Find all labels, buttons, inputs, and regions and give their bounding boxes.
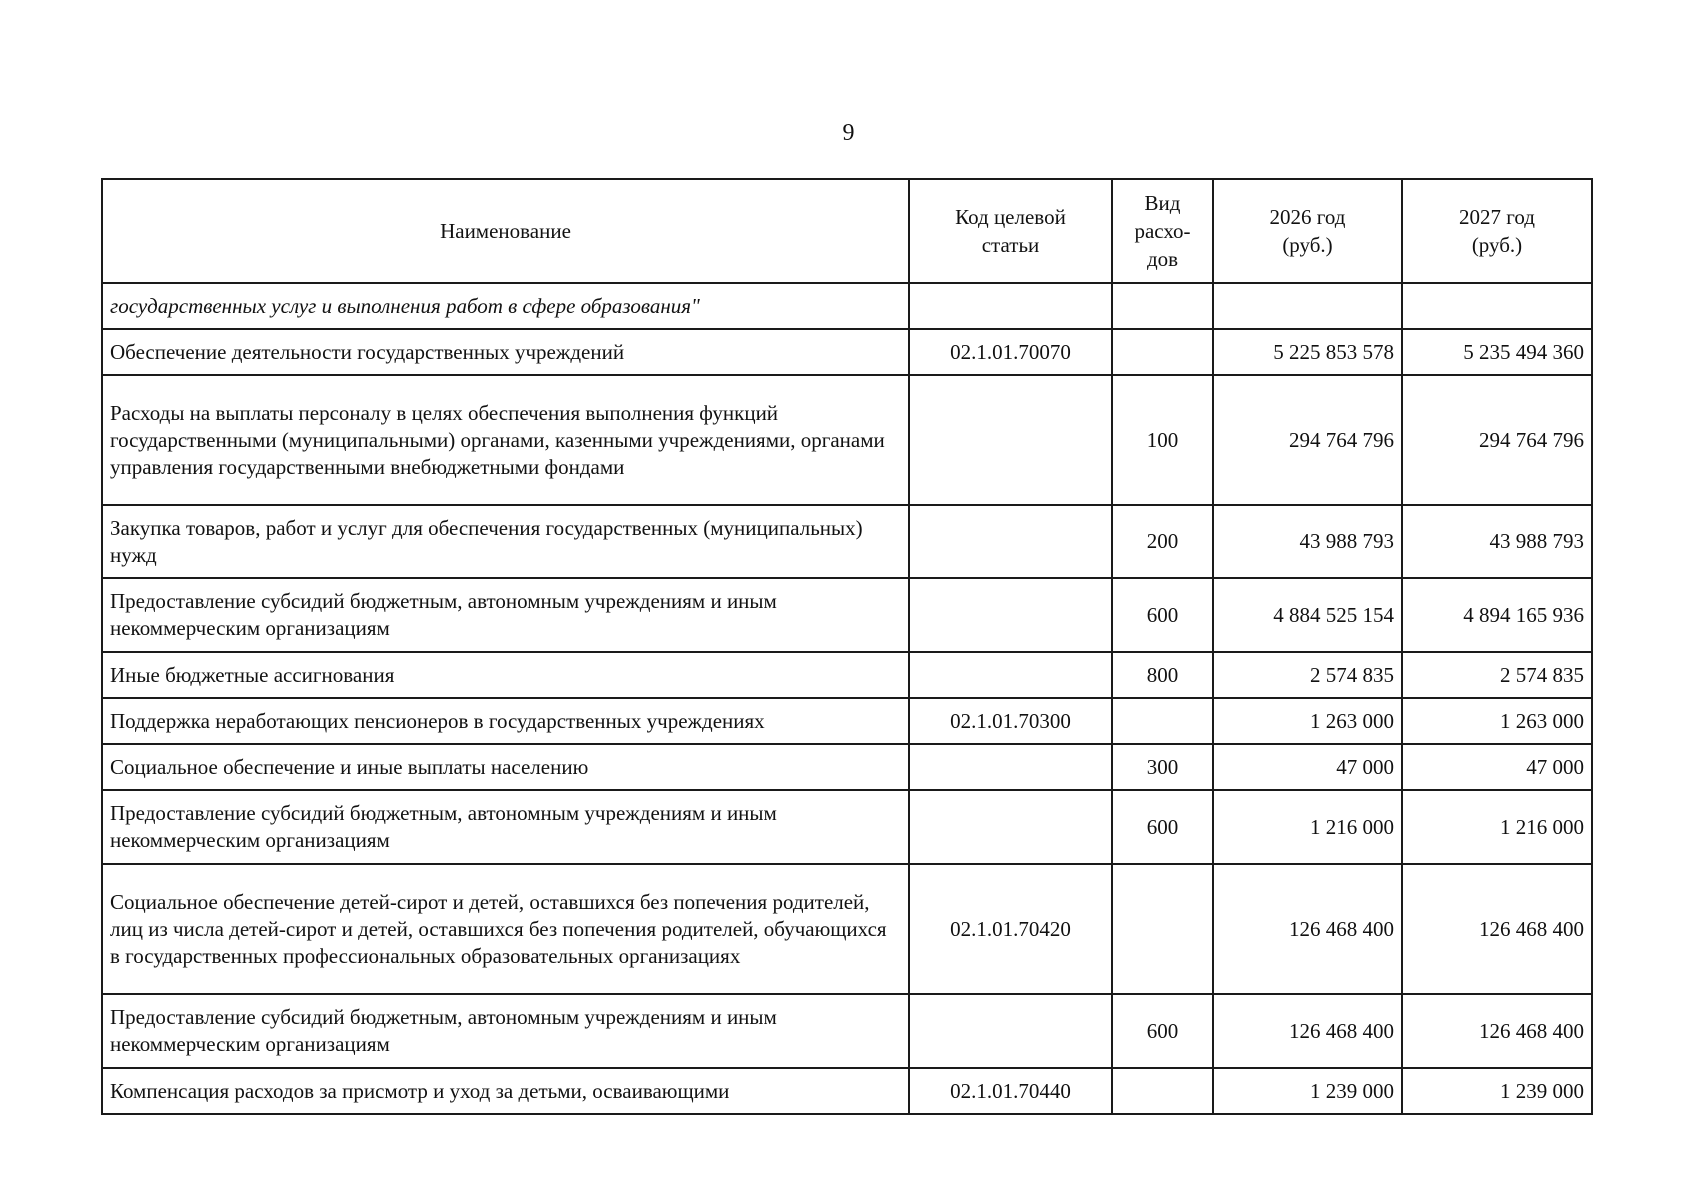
- table-row: [102, 698, 1592, 744]
- cell-2027: 5 235 494 360: [1402, 329, 1592, 375]
- table-row: [102, 744, 1592, 790]
- cell-type: 800: [1112, 652, 1213, 698]
- cell-code: [909, 505, 1112, 578]
- cell-code: [909, 994, 1112, 1068]
- table-row: [102, 790, 1592, 864]
- header-expense-type: Вид расхо- дов: [1112, 179, 1213, 283]
- cell-2026: 4 884 525 154: [1213, 578, 1402, 652]
- cell-name: Предоставление субсидий бюджетным, автономным учреждениям и иным некоммерческим организациям: [102, 994, 909, 1068]
- cell-type: 600: [1112, 578, 1213, 652]
- table-row: [102, 578, 1592, 652]
- cell-name: Иные бюджетные ассигнования: [102, 652, 909, 698]
- cell-type: [1112, 1068, 1213, 1114]
- table-row: [102, 329, 1592, 375]
- cell-type: 100: [1112, 375, 1213, 505]
- table-row: [102, 283, 1592, 329]
- cell-code: [909, 578, 1112, 652]
- cell-2026: 126 468 400: [1213, 864, 1402, 994]
- cell-name: государственных услуг и выполнения работ в сфере образования": [102, 283, 909, 329]
- table-row: [102, 1068, 1592, 1114]
- cell-2026: 1 263 000: [1213, 698, 1402, 744]
- cell-name: Закупка товаров, работ и услуг для обеспечения государственных (муниципальных) нужд: [102, 505, 909, 578]
- page-number: 9: [842, 120, 855, 146]
- cell-code: [909, 375, 1112, 505]
- cell-type: [1112, 698, 1213, 744]
- cell-type: 200: [1112, 505, 1213, 578]
- budget-table: [101, 178, 1593, 1115]
- cell-type: 300: [1112, 744, 1213, 790]
- cell-name: Социальное обеспечение и иные выплаты населению: [102, 744, 909, 790]
- cell-name: Расходы на выплаты персоналу в целях обеспечения выполнения функций государственными (муниципальными) органами, казенными учреждениями, органами управления государственными внебюджетными фондами: [102, 375, 909, 505]
- cell-2026: [1213, 283, 1402, 329]
- cell-type: [1112, 329, 1213, 375]
- table-row: [102, 375, 1592, 505]
- cell-code: 02.1.01.70440: [909, 1068, 1112, 1114]
- cell-type: 600: [1112, 790, 1213, 864]
- cell-2026: 1 239 000: [1213, 1068, 1402, 1114]
- cell-2026: 126 468 400: [1213, 994, 1402, 1068]
- cell-type: 600: [1112, 994, 1213, 1068]
- cell-name: Поддержка неработающих пенсионеров в государственных учреждениях: [102, 698, 909, 744]
- cell-2027: [1402, 283, 1592, 329]
- cell-2026: 294 764 796: [1213, 375, 1402, 505]
- cell-2026: 5 225 853 578: [1213, 329, 1402, 375]
- cell-code: [909, 283, 1112, 329]
- cell-2026: 2 574 835: [1213, 652, 1402, 698]
- cell-name: Обеспечение деятельности государственных учреждений: [102, 329, 909, 375]
- cell-2027: 126 468 400: [1402, 864, 1592, 994]
- cell-2026: 43 988 793: [1213, 505, 1402, 578]
- cell-2027: 294 764 796: [1402, 375, 1592, 505]
- cell-type: [1112, 283, 1213, 329]
- table-row: [102, 505, 1592, 578]
- cell-2027: 43 988 793: [1402, 505, 1592, 578]
- cell-type: [1112, 864, 1213, 994]
- cell-name: Компенсация расходов за присмотр и уход за детьми, осваивающими: [102, 1068, 909, 1114]
- cell-2027: 1 263 000: [1402, 698, 1592, 744]
- cell-2027: 2 574 835: [1402, 652, 1592, 698]
- cell-2027: 126 468 400: [1402, 994, 1592, 1068]
- table-row: [102, 994, 1592, 1068]
- table-row: [102, 652, 1592, 698]
- cell-2027: 47 000: [1402, 744, 1592, 790]
- header-code: Код целевой статьи: [909, 179, 1112, 283]
- header-year-2027: 2027 год (руб.): [1402, 179, 1592, 283]
- cell-code: 02.1.01.70070: [909, 329, 1112, 375]
- cell-2026: 1 216 000: [1213, 790, 1402, 864]
- table-row: [102, 864, 1592, 994]
- cell-name: Предоставление субсидий бюджетным, автономным учреждениям и иным некоммерческим организациям: [102, 790, 909, 864]
- cell-code: [909, 790, 1112, 864]
- cell-name: Предоставление субсидий бюджетным, автономным учреждениям и иным некоммерческим организациям: [102, 578, 909, 652]
- table-header-row: [102, 179, 1592, 283]
- header-year-2026: 2026 год (руб.): [1213, 179, 1402, 283]
- header-name: Наименование: [102, 179, 909, 283]
- cell-name: Социальное обеспечение детей-сирот и детей, оставшихся без попечения родителей, лиц из числа детей-сирот и детей, оставшихся без попечения родителей, обучающихся в государственных профессиональных образовательных организациях: [102, 864, 909, 994]
- cell-code: 02.1.01.70420: [909, 864, 1112, 994]
- cell-2027: 4 894 165 936: [1402, 578, 1592, 652]
- cell-2027: 1 239 000: [1402, 1068, 1592, 1114]
- cell-code: 02.1.01.70300: [909, 698, 1112, 744]
- cell-code: [909, 744, 1112, 790]
- cell-2027: 1 216 000: [1402, 790, 1592, 864]
- cell-2026: 47 000: [1213, 744, 1402, 790]
- cell-code: [909, 652, 1112, 698]
